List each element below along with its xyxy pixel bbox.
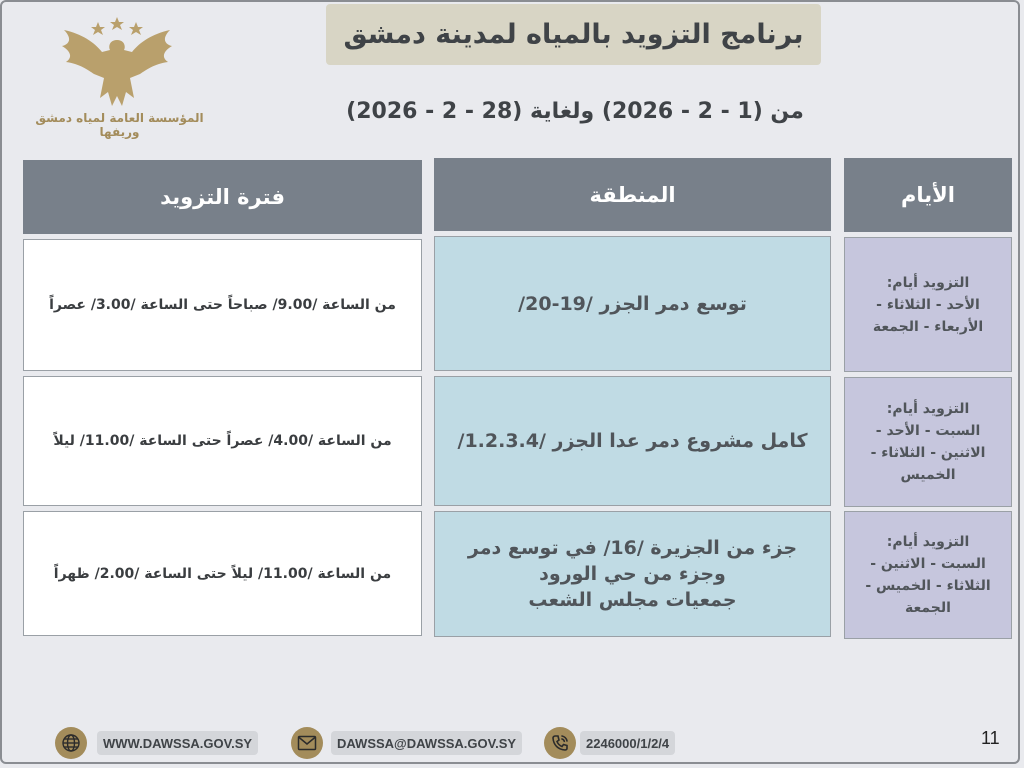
table-row-3-area [434,511,831,637]
table-row-1-area [434,236,831,371]
days-line: الاثنين - الثلاثاء - [870,445,986,461]
header-days [844,158,1012,232]
days-line: الأحد - الثلاثاء - [876,296,980,313]
days-line: السبت - الأحد - [875,423,981,439]
area-line: وجزء من حي الورود [539,563,726,585]
phone-icon [544,727,576,759]
page-number: 11 [981,728,1000,748]
email-link[interactable]: DAWSSA@DAWSSA.GOV.SY [331,731,522,755]
page-title: برنامج التزويد بالمياه لمدينة دمشق [326,4,821,65]
header-period-label: فترة التزويد [160,185,285,209]
organization-name: المؤسسة العامة لمياه دمشق وريفها [35,111,204,139]
mail-icon [291,727,323,759]
phone-number[interactable]: 2246000/1/2/4 [580,731,675,755]
days-line: التزويد أيام: [886,534,970,550]
date-range: من (1 - 2 - 2026) ولغاية (28 - 2 - 2026) [346,98,804,124]
days-line: التزويد أيام: [886,274,970,291]
header-days-label: الأيام [901,183,955,207]
table-row-1-days [844,237,1012,372]
days-line: الخميس [900,467,956,483]
organization-logo [22,12,217,139]
days-line: التزويد أيام: [886,401,970,417]
days-line: الأربعاء - الجمعة [872,318,984,335]
table-row-1-period: من الساعة /9.00/ صباحاً حتى الساعة /3.00/ عصراً [23,239,422,371]
footer-website[interactable] [55,727,258,759]
table-row-2-days [844,377,1012,507]
table-row-3-days [844,511,1012,639]
table-row-2-period: من الساعة /4.00/ عصراً حتى الساعة /11.00/ ليلاً [23,376,422,506]
footer-phone[interactable] [544,727,675,759]
header-area-label: المنطقة [589,182,676,207]
table-row-2-area [434,376,831,506]
website-link[interactable]: WWW.DAWSSA.GOV.SY [97,731,258,755]
days-line: الجمعة [905,600,951,616]
area-line: توسع دمر الجزر /19-20/ [518,292,747,315]
days-line: السبت - الاثنين - [870,556,986,572]
table-row-3-period: من الساعة /11.00/ ليلاً حتى الساعة /2.00/ ظهراً [23,511,422,636]
footer-email[interactable] [291,727,522,759]
eagle-logo-icon [42,12,192,110]
days-line: الثلاثاء - الخميس - [865,578,991,594]
header-period [23,160,422,234]
globe-icon [55,727,87,759]
area-line: كامل مشروع دمر عدا الجزر /1.2.3.4/ [457,430,808,452]
area-line: جزء من الجزيرة /16/ في توسع دمر [467,537,798,559]
header-area [434,158,831,231]
area-line: جمعيات مجلس الشعب [528,589,737,611]
